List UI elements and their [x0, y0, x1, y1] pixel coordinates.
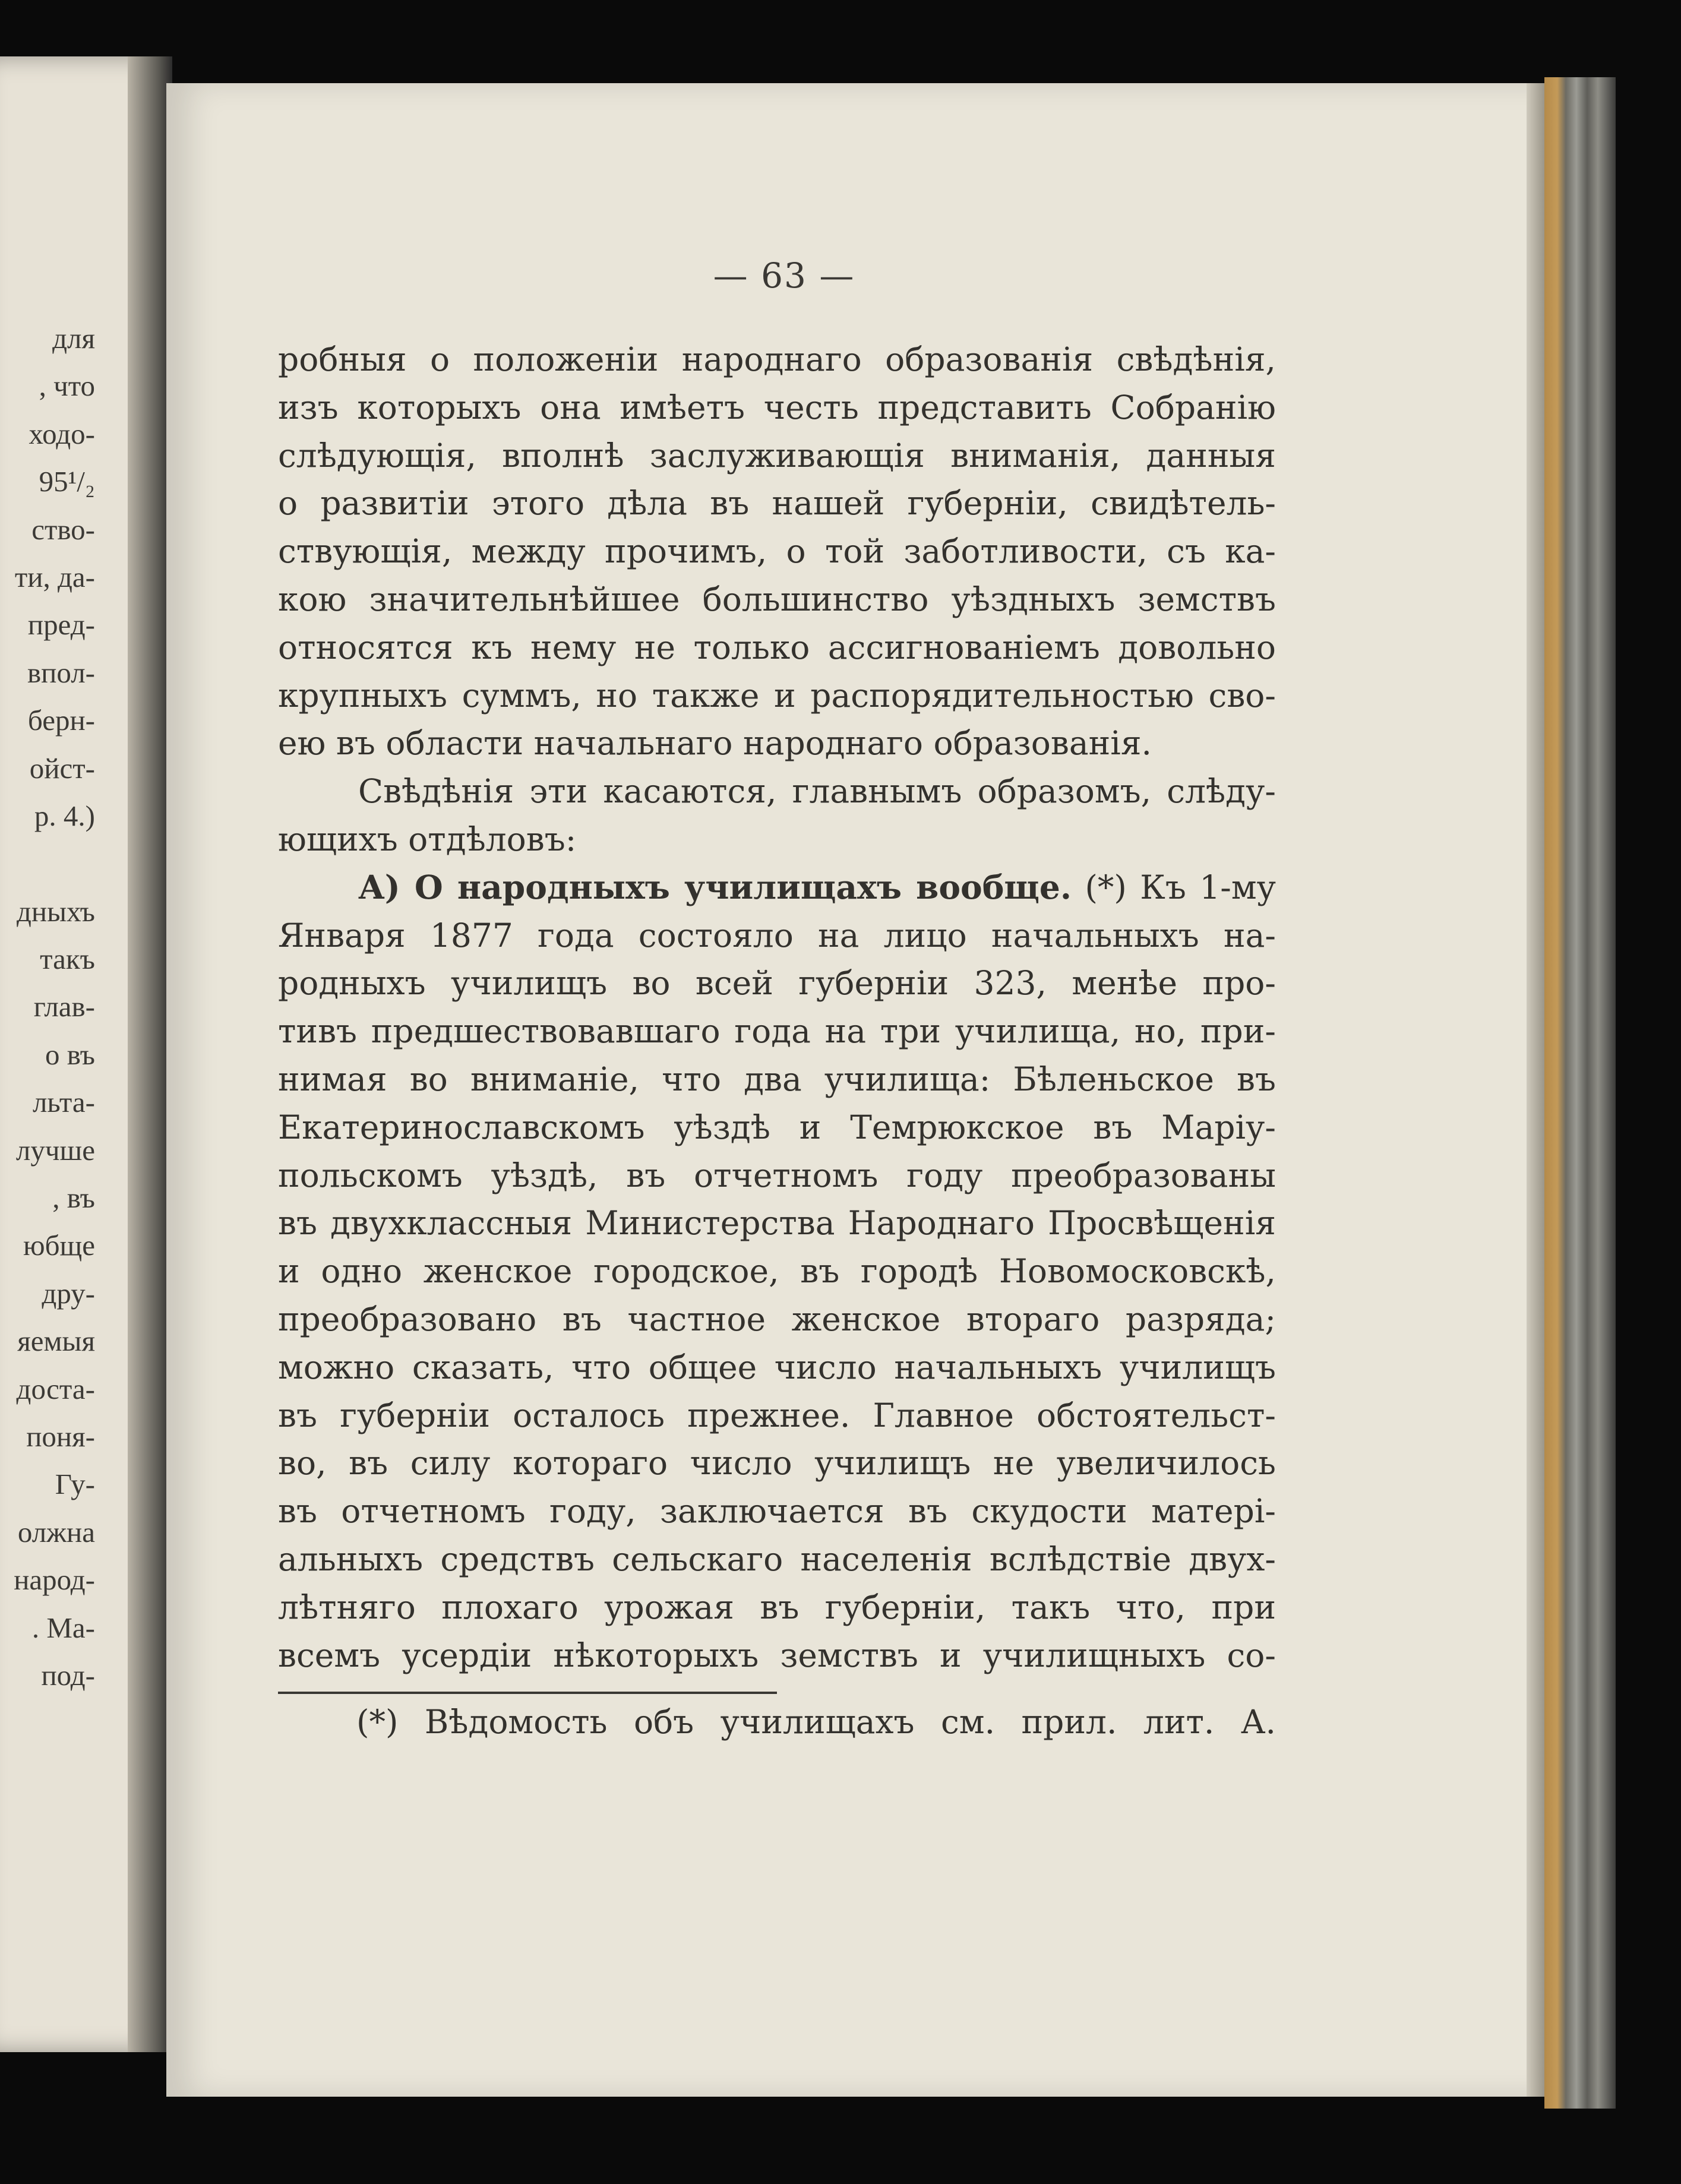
- page-body: [278, 336, 1276, 1679]
- text-line: въ губерніи осталось прежнее. Главное обстоятельст-: [278, 1396, 1276, 1434]
- previous-page-line: яемыя: [17, 1325, 95, 1358]
- previous-page-line: для: [52, 322, 95, 355]
- previous-page-line: такъ: [40, 943, 95, 976]
- previous-page-line: ти, да-: [14, 560, 95, 593]
- previous-page-line: пред-: [27, 608, 95, 641]
- text-line: Января 1877 года состояло на лицо начальныхъ на-: [278, 916, 1276, 954]
- text-line: ею въ области начальнаго народнаго образованія.: [278, 724, 1152, 763]
- footnote: (*) Вѣдомость объ училищахъ см. прил. лит. А.: [356, 1703, 1276, 1741]
- previous-page-gutter: [128, 56, 172, 2052]
- text-line: альныхъ средствъ сельскаго населенія вслѣдствіе двух-: [278, 1540, 1276, 1578]
- previous-page-line: льта-: [32, 1086, 95, 1119]
- text-line: слѣдующія, вполнѣ заслуживающія вниманія, данныя: [278, 436, 1276, 475]
- text-line: во, въ силу котораго число училищъ не увеличилось: [278, 1444, 1276, 1483]
- previous-page-line: , что: [39, 369, 95, 403]
- text-line: Екатеринославскомъ уѣздѣ и Темрюкское въ Маріу-: [278, 1108, 1276, 1146]
- text-line: въ отчетномъ году, заключается въ скудости матері-: [278, 1492, 1276, 1531]
- previous-page-line: берн-: [27, 704, 95, 737]
- previous-page-line: ство-: [31, 513, 95, 546]
- previous-page-line: 95¹/₂: [39, 465, 95, 498]
- previous-page-line: дру-: [42, 1276, 95, 1310]
- text-line: польскомъ уѣздѣ, въ отчетномъ году преобразованы: [278, 1156, 1276, 1194]
- previous-page-line: под-: [41, 1658, 95, 1692]
- text-line: крупныхъ суммъ, но также и распорядительностью сво-: [278, 676, 1276, 715]
- previous-page-text: [0, 315, 125, 1699]
- previous-page-line: [0, 840, 125, 887]
- section-heading: А) О народныхъ училищахъ вообще.: [358, 867, 1072, 906]
- previous-page-line: . Ма-: [31, 1611, 95, 1644]
- text-line: ствующія, между прочимъ, о той заботливости, съ ка-: [278, 532, 1276, 571]
- page-number: — 63 —: [713, 255, 855, 296]
- previous-page-line: , въ: [52, 1181, 95, 1215]
- previous-page-line: поня-: [26, 1420, 95, 1453]
- text-line: преобразовано въ частное женское втораго разряда;: [278, 1300, 1276, 1338]
- previous-page-line: Гу-: [55, 1468, 95, 1501]
- text-line: относятся къ нему не только ассигнованіемъ довольно: [278, 628, 1276, 666]
- footnote-ref-text: (*) Къ 1-му: [1072, 868, 1276, 906]
- text-line: въ двухклассныя Министерства Народнаго Просвѣщенія: [278, 1204, 1276, 1243]
- previous-page-line: доста-: [16, 1372, 95, 1405]
- text-line: кою значительнѣйшее большинство уѣздныхъ земствъ: [278, 580, 1276, 618]
- text-line: ющихъ отдѣловъ:: [278, 820, 577, 858]
- book-fore-edge: [1544, 77, 1616, 2109]
- previous-page-line: глав-: [33, 990, 95, 1023]
- previous-page-line: ходо-: [29, 417, 95, 450]
- previous-page-line: юбще: [23, 1229, 95, 1262]
- text-line: тивъ предшествовавшаго года на три училища, но, при-: [278, 1012, 1276, 1051]
- previous-page-line: р. 4.): [34, 799, 95, 832]
- previous-page-line: ойст-: [29, 751, 95, 785]
- text-line: Свѣдѣнія эти касаются, главнымъ образомъ, слѣду-: [358, 772, 1276, 811]
- text-line: всемъ усердіи нѣкоторыхъ земствъ и училищныхъ со-: [278, 1636, 1276, 1674]
- section-heading-line: [278, 864, 1276, 912]
- text-line: лѣтняго плохаго урожая въ губерніи, такъ что, при: [278, 1588, 1276, 1626]
- previous-page-line: народ-: [14, 1563, 95, 1597]
- text-line: нимая во вниманіе, что два училища: Бѣленьское въ: [278, 1060, 1276, 1098]
- text-line: можно сказать, что общее число начальныхъ училищъ: [278, 1348, 1276, 1386]
- previous-page-line: олжна: [17, 1515, 95, 1548]
- text-line: родныхъ училищъ во всей губерніи 323, менѣе про-: [278, 964, 1276, 1003]
- previous-page-line: дныхъ: [16, 895, 95, 928]
- text-line: изъ которыхъ она имѣетъ честь представить Собранію: [278, 388, 1276, 426]
- previous-page-line: впол-: [27, 656, 95, 689]
- previous-page-line: лучше: [15, 1133, 95, 1167]
- text-line: робныя о положеніи народнаго образованія свѣдѣнія,: [278, 340, 1276, 378]
- previous-page-line: о въ: [45, 1038, 95, 1071]
- text-line: о развитіи этого дѣла въ нашей губерніи, свидѣтель-: [278, 484, 1276, 523]
- text-line: и одно женское городское, въ городѣ Новомосковскѣ,: [278, 1252, 1276, 1291]
